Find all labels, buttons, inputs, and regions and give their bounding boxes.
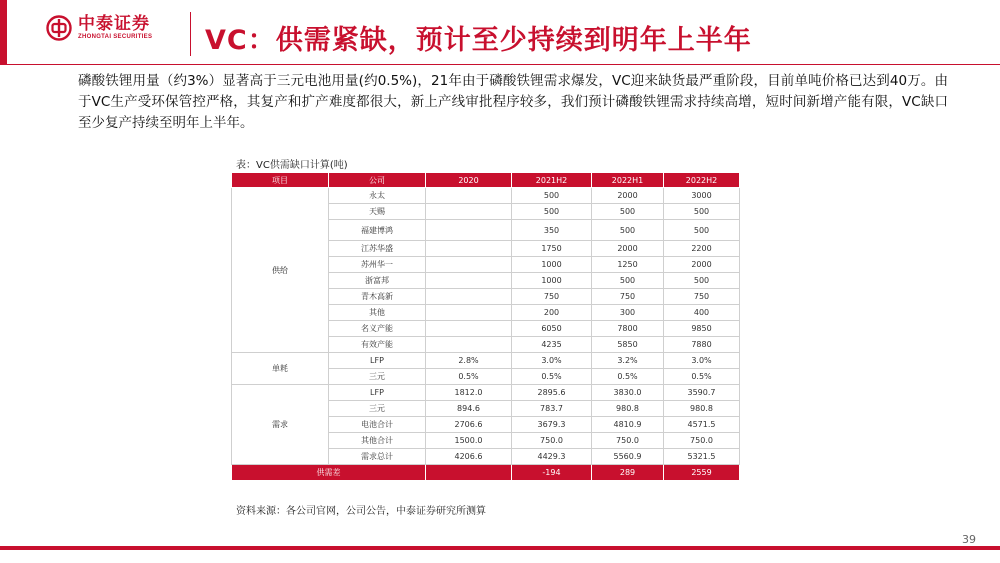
- table-row: [232, 188, 740, 204]
- table-cell: 苏州华一: [329, 257, 426, 273]
- total-row: [232, 465, 740, 481]
- table-cell: 1500.0: [426, 433, 512, 449]
- table-cell: 名义产能: [329, 321, 426, 337]
- table-cell: 4206.6: [426, 449, 512, 465]
- table-cell: 350: [512, 220, 592, 241]
- table-cell: 500: [592, 273, 664, 289]
- table-cell: 750.0: [592, 433, 664, 449]
- table-cell: 750.0: [512, 433, 592, 449]
- table-cell: 2000: [664, 257, 740, 273]
- table-row: [232, 385, 740, 401]
- table-cell: 0.5%: [664, 369, 740, 385]
- table-cell: 4810.9: [592, 417, 664, 433]
- table-cell: 3.0%: [512, 353, 592, 369]
- table-cell: 浙富邦: [329, 273, 426, 289]
- brand-name-en: ZHONGTAI SECURITIES: [78, 34, 153, 40]
- table-cell: [426, 289, 512, 305]
- table-cell: [426, 257, 512, 273]
- table-cell: [426, 220, 512, 241]
- table-cell: 1812.0: [426, 385, 512, 401]
- table-cell: 2.8%: [426, 353, 512, 369]
- table-cell: [426, 241, 512, 257]
- table-cell: 2000: [592, 241, 664, 257]
- table-cell: 4235: [512, 337, 592, 353]
- table-cell: 2000: [592, 188, 664, 204]
- table-cell: 750: [664, 289, 740, 305]
- table-cell: 永太: [329, 188, 426, 204]
- table-row: [232, 353, 740, 369]
- table-cell: 5850: [592, 337, 664, 353]
- table-cell: [426, 204, 512, 220]
- table-cell: 福建博鸿: [329, 220, 426, 241]
- table-cell: 1750: [512, 241, 592, 257]
- total-label: 供需差: [232, 465, 426, 481]
- table-cell: 6050: [512, 321, 592, 337]
- table-cell: 3.0%: [664, 353, 740, 369]
- table-cell: 400: [664, 305, 740, 321]
- table-header-row: [232, 173, 740, 188]
- table-cell: 0.5%: [512, 369, 592, 385]
- header-2022h1: 2022H1: [592, 173, 664, 188]
- table-cell: 1250: [592, 257, 664, 273]
- table-cell: 500: [664, 220, 740, 241]
- table-cell: 需求总计: [329, 449, 426, 465]
- header-item: 项目: [232, 173, 329, 188]
- group-unit-consumption: 单耗: [232, 353, 329, 385]
- left-accent-bar: [0, 0, 7, 64]
- table-cell: 3830.0: [592, 385, 664, 401]
- table-cell: 200: [512, 305, 592, 321]
- table-cell: 3590.7: [664, 385, 740, 401]
- zhongtai-logo-icon: [46, 15, 72, 41]
- table-cell: 300: [592, 305, 664, 321]
- table-cell: 289: [592, 465, 664, 481]
- table-caption: 表：VC供需缺口计算(吨): [236, 160, 348, 171]
- table-cell: 5560.9: [592, 449, 664, 465]
- table-cell: 2559: [664, 465, 740, 481]
- header-2021h2: 2021H2: [512, 173, 592, 188]
- table-cell: 750.0: [664, 433, 740, 449]
- table-cell: 电池合计: [329, 417, 426, 433]
- table-cell: 2706.6: [426, 417, 512, 433]
- table-cell: 500: [592, 220, 664, 241]
- table-cell: 7880: [664, 337, 740, 353]
- table-cell: 7800: [592, 321, 664, 337]
- table-cell: 0.5%: [592, 369, 664, 385]
- footer-rule: [0, 546, 1000, 550]
- table-cell: 500: [664, 273, 740, 289]
- table-cell: 500: [512, 188, 592, 204]
- table-cell: 2200: [664, 241, 740, 257]
- table-cell: 500: [592, 204, 664, 220]
- table-cell: 3000: [664, 188, 740, 204]
- intro-paragraph: 磷酸铁锂用量（约3%）显著高于三元电池用量(约0.5%)，21年由于磷酸铁锂需求爆发，VC迎来缺货最严重阶段，目前单吨价格已达到40万。由于VC生产受环保管控严格，其复产和扩产难度都很大，新上产线审批程序较多，我们预计磷酸铁锂需求持续高增，短时间新增产能有限，VC缺口至少复产持续至明年上半年。: [78, 73, 948, 131]
- table-cell: 三元: [329, 369, 426, 385]
- source-note: 资料来源：各公司官网，公司公告，中泰证券研究所测算: [236, 506, 486, 517]
- table-cell: 3.2%: [592, 353, 664, 369]
- table-cell: 750: [512, 289, 592, 305]
- header-company: 公司: [329, 173, 426, 188]
- table-cell: 江苏华盛: [329, 241, 426, 257]
- table-cell: 其他合计: [329, 433, 426, 449]
- table-cell: [426, 337, 512, 353]
- company-logo: [46, 15, 152, 41]
- table-cell: [426, 321, 512, 337]
- table-cell: [426, 273, 512, 289]
- table-cell: 4429.3: [512, 449, 592, 465]
- table-cell: 980.8: [592, 401, 664, 417]
- header-rule: [0, 64, 1000, 65]
- table-cell: 783.7: [512, 401, 592, 417]
- table-cell: 1000: [512, 257, 592, 273]
- table-cell: 3679.3: [512, 417, 592, 433]
- table-cell: 三元: [329, 401, 426, 417]
- table-cell: 980.8: [664, 401, 740, 417]
- header-divider: [190, 12, 191, 56]
- table-cell: [426, 305, 512, 321]
- table-cell: -194: [512, 465, 592, 481]
- table-cell: 天赐: [329, 204, 426, 220]
- table-cell: [426, 188, 512, 204]
- table-cell: 894.6: [426, 401, 512, 417]
- vc-supply-demand-table: [231, 172, 740, 481]
- header-2020: 2020: [426, 173, 512, 188]
- brand-name-cn: 中泰证券: [78, 14, 150, 34]
- table-cell: 750: [592, 289, 664, 305]
- page-number: 39: [962, 533, 976, 546]
- table-cell: 其他: [329, 305, 426, 321]
- table-cell: 2895.6: [512, 385, 592, 401]
- group-supply: 供给: [232, 188, 329, 353]
- table-cell: 4571.5: [664, 417, 740, 433]
- table-cell: [426, 465, 512, 481]
- table-cell: 9850: [664, 321, 740, 337]
- table-cell: 有效产能: [329, 337, 426, 353]
- table-cell: LFP: [329, 353, 426, 369]
- page-title: VC：供需紧缺，预计至少持续到明年上半年: [205, 25, 752, 56]
- table-cell: 1000: [512, 273, 592, 289]
- group-demand: 需求: [232, 385, 329, 465]
- header-2022h2: 2022H2: [664, 173, 740, 188]
- table-cell: 500: [512, 204, 592, 220]
- table-cell: 5321.5: [664, 449, 740, 465]
- table-cell: 青木高新: [329, 289, 426, 305]
- table-cell: LFP: [329, 385, 426, 401]
- table-cell: 500: [664, 204, 740, 220]
- table-cell: 0.5%: [426, 369, 512, 385]
